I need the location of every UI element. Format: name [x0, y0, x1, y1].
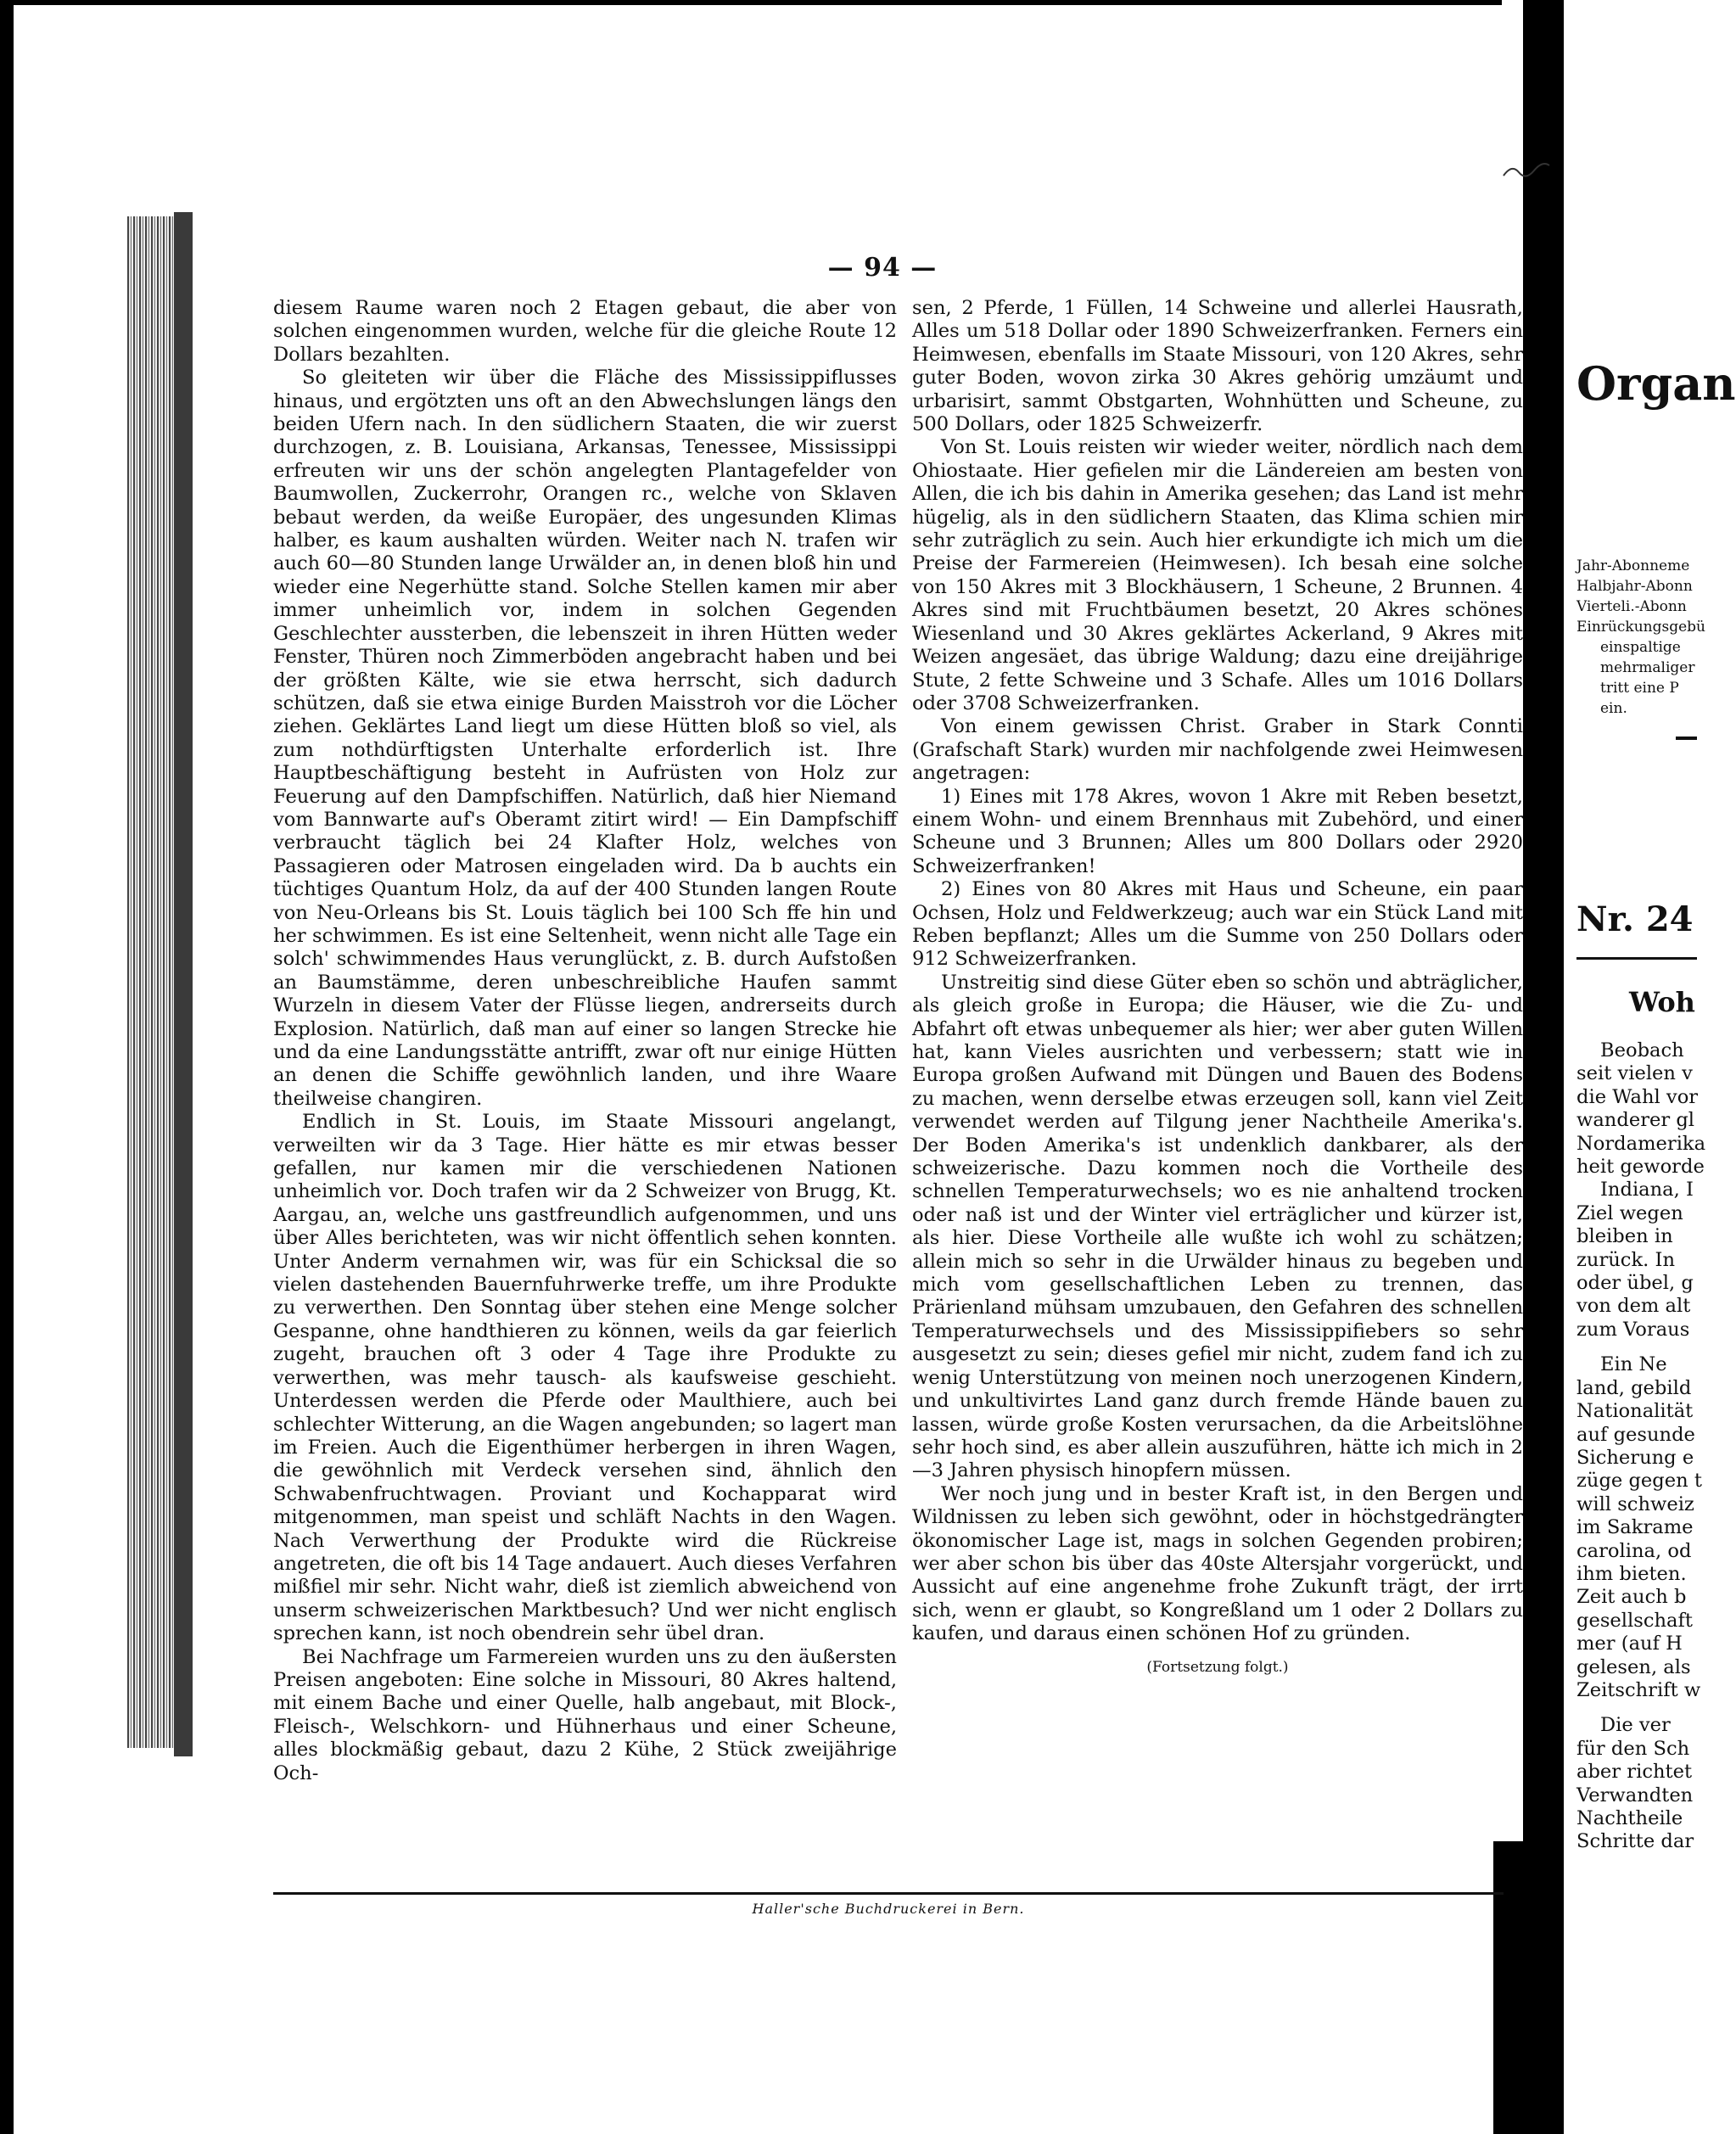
fragment-line: wanderer gl: [1576, 1109, 1695, 1132]
masthead-title: Organ: [1576, 356, 1736, 411]
ink-mark: [1502, 157, 1553, 182]
subscription-line: einspaltige: [1600, 639, 1681, 656]
fragment-line: auf gesunde: [1576, 1423, 1695, 1446]
paragraph: 1) Eines mit 178 Akres, wovon 1 Akre mit Reben besetzt, einem Wohn- und einem Brennhaus mit Zubehörd, und einer Scheune und 3 Brunnen; Alles um 800 Dollars oder 2920 Schweizerfranken!: [912, 785, 1523, 877]
right-margin-band: [1493, 1841, 1527, 2134]
section-title: Woh: [1629, 986, 1695, 1018]
fragment-line: von dem alt: [1576, 1295, 1691, 1318]
paragraph: 2) Eines von 80 Akres mit Haus und Scheune, ein paar Ochsen, Holz und Feldwerkzeug; auch war ein Stück Land mit Reben bepflanzt; Alles um die Summe von 250 Dollars oder 912 Schweizerfranken.: [912, 878, 1523, 971]
printer-imprint: Haller'sche Buchdruckerei in Bern.: [752, 1901, 1025, 1917]
paragraph: Bei Nachfrage um Farmereien wurden uns zu den äußersten Preisen angeboten: Eine solche in Missouri, 80 Akres haltend, mit einem Bache und einer Quelle, halb angebaut, mit Block-, Fleisch-, Welschkorn- und Hühnerhaus und einer Scheune, alles blockmäßig gebaut, dazu 2 Kühe, 2 Stück zweijährige Och-: [273, 1645, 897, 1784]
footer-rule: [273, 1892, 1504, 1895]
paragraph: sen, 2 Pferde, 1 Füllen, 14 Schweine und allerlei Hausrath, Alles um 518 Dollar oder 1890 Schweizerfranken. Ferners ein Heimwesen, ebenfalls im Staate Missouri, von 120 Akres, sehr guter Boden, wovon zirka 30 Akres gehörig umzäumt und urbarisirt, sammt Obstgarten, Wohnhütten und Scheune, zu 500 Dollars, oder 1825 Schweizerfr.: [912, 297, 1523, 436]
fragment-line: bleiben in: [1576, 1225, 1673, 1248]
subscription-line: Halbjahr-Abonn: [1576, 578, 1693, 595]
fragment-line: mer (auf H: [1576, 1633, 1683, 1655]
fragment-line: Schritte dar: [1576, 1830, 1694, 1853]
subscription-line: mehrmaliger: [1600, 659, 1695, 676]
subscription-line: Vierteli.-Abonn: [1576, 598, 1687, 615]
paragraph: Wer noch jung und in bester Kraft ist, in den Bergen und Wildnissen zu leben sich gewöhnt, oder in höchstgedrängter ökonomischer Lage ist, mags in solchen Gegenden probiren; wer aber schon bis über das 40ste Altersjahr vorgerückt, und Aussicht auf eine angenehme frohe Zukunft trägt, der irrt sich, wenn er glaubt, so Kongreßland um 1 oder 2 Dollars zu kaufen, und daraus einen schönen Hof zu gründen.: [912, 1482, 1523, 1645]
fragment-line: Zeit auch b: [1576, 1586, 1687, 1609]
paragraph: diesem Raume waren noch 2 Etagen gebaut, die aber von solchen eingenommen wurden, welche für die gleiche Route 12 Dollars bezahlten.: [273, 297, 897, 366]
subscription-line: Jahr-Abonneme: [1576, 557, 1690, 574]
fragment-line: seit vielen v: [1576, 1062, 1693, 1085]
fragment-line: will schweiz: [1576, 1493, 1694, 1515]
fragment-line: für den Sch: [1576, 1737, 1690, 1760]
right-page-fragments: [1576, 1039, 1706, 1854]
fragment-line: aber richtet: [1576, 1761, 1693, 1784]
fragment-line: die Wahl vor: [1576, 1085, 1699, 1108]
fragment-line: gelesen, als: [1576, 1655, 1691, 1678]
fragment-line: Nachtheile: [1576, 1807, 1683, 1829]
fragment-line: Ziel wegen: [1576, 1201, 1683, 1224]
fragment-line: Ein Ne: [1600, 1353, 1667, 1376]
fragment-line: zum Voraus: [1576, 1318, 1690, 1341]
fragment-line: ihm bieten.: [1576, 1562, 1687, 1585]
paragraph: Unstreitig sind diese Güter eben so schön und abträglicher, als gleich große in Europa; die Häuser, wie die Zu- und Abfahrt oft etwas unbequemer als hier; wer aber guten Willen hat, kann Vieles ausrichten und verbessern; statt wie in Europa großen Aufwand mit Düngen und Bauen des Bodens zu machen, wenn derselbe etwas erzeugen soll, kann viel Zeit verwendet werden auf Tilgung jener Nachtheile Amerika's. Der Boden Amerika's ist undenklich dankbarer, als der schweizerische. Dazu kommen noch die Vortheile des schnellen Temperaturwechsels; wo es nie anhaltend trocken oder naß ist und der Winter viel erträglicher und kürzer ist, als hier. Diese Vortheile alle wußte ich wohl zu schätzen; allein mich so sehr in die Urwälder hinaus zu begeben und mich vom gesellschaftlichen Leben zu trennen, das Prärienland mühsam umzubauen, den Gefahren des schnellen Temperaturwechsels und des Mississippifiebers so sehr ausgesetzt zu sein; dieses gefiel mir nicht, zudem fand ich zu wenig Unterstützung von meinen noch unerzogenen Kindern, und unkultivirtes Land ganz durch fremde Hände bauen zu lassen, würde große Kosten verursachen, da die Arbeitslöhne sehr hoch sind, es aber allein auszuführen, hätte ich mich in 2—3 Jahren physisch hinopfern müssen.: [912, 971, 1523, 1482]
subscription-line: Einrückungsgebü: [1576, 619, 1705, 636]
left-column: [273, 297, 897, 1785]
subscription-line: ein.: [1600, 700, 1627, 717]
fragment-line: carolina, od: [1576, 1539, 1692, 1562]
top-scan-border: [0, 0, 1502, 5]
fragment-line: im Sakrame: [1576, 1516, 1694, 1539]
fragment-line: Zeitschrift w: [1576, 1678, 1701, 1701]
continuation-note: (Fortsetzung folgt.): [1146, 1658, 1289, 1676]
fragment-line: gesellschaft: [1576, 1609, 1693, 1632]
fragment-line: oder übel, g: [1576, 1272, 1694, 1295]
fragment-line: Sicherung e: [1576, 1446, 1694, 1469]
subscription-info: [1576, 556, 1705, 719]
subscription-line: tritt eine P: [1600, 680, 1679, 697]
issue-number: Nr. 24: [1576, 899, 1694, 939]
paragraph: So gleiteten wir über die Fläche des Mississippiflusses hinaus, und ergötzten uns oft an den Abwechslungen längs den beiden Ufern nach. In den südlichern Staaten, die wir zuerst durchzogen, z. B. Louisiana, Arkansas, Tenessee, Mississippi erfreuten wir uns der schön angelegten Plantagefelder von Baumwollen, Zuckerrohr, Orangen rc., welche von Sklaven bebaut werden, da weiße Europäer, des ungesunden Klimas halber, es kaum aushalten würden. Weiter nach N. trafen wir auch 60—80 Stunden lange Urwälder an, in denen bloß hin und wieder eine Negerhütte stand. Solche Stellen kamen mir aber immer unheimlich vor, indem in solchen Gegenden Geschlechter aussterben, die lebenszeit in ihren Hütten weder Fenster, Thüren noch Zimmerböden angebracht haben und bei der größten Kälte, wie sie etwa herrscht, sich dadurch schützen, daß sie etwa einige Burden Maisstroh vor die Löcher ziehen. Geklärtes Land liegt um diese Hütten bloß so viel, als zum nothdürftigsten Unterhalte erforderlich ist. Ihre Hauptbeschäftigung besteht in Aufrüsten von Holz zur Feuerung auf den Dampfschiffen. Natürlich, daß hier Niemand vom Bannwarte auf's Oberamt zitirt wird! — Ein Dampfschiff verbraucht täglich bei 24 Klafter Holz, welches von Passagieren oder Matrosen eingeladen wird. Da b auchts ein tüchtiges Quantum Holz, da auf der 400 Stunden langen Route von Neu-Orleans bis St. Louis täglich bei 100 Sch ffe hin und her schwimmen. Es ist eine Seltenheit, wenn nicht alle Tage ein solch' schwimmendes Haus verunglückt, z. B. durch Aufstoßen an Baumstämme, deren unbeschreibliche Haufen sammt Wurzeln in diesem Vater der Flüsse liegen, andrerseits durch Explosion. Natürlich, daß man auf einer so langen Strecke hie und da eine Landungsstätte antrifft, zwar oft nur einige Hütten an denen die Schiffe gewöhnlich landen, und ihre Waare theilweise changiren.: [273, 367, 897, 1110]
top-left-scan-border: [0, 0, 14, 2134]
fragment-line: Nationalität: [1576, 1400, 1694, 1423]
fragment-line: land, gebild: [1576, 1376, 1692, 1399]
right-page-divider: [1523, 0, 1564, 2134]
issue-rule: [1576, 957, 1697, 960]
fragment-line: zurück. In: [1576, 1248, 1675, 1271]
page-number: — 94 —: [827, 253, 938, 283]
paragraph: Von St. Louis reisten wir wieder weiter, nördlich nach dem Ohiostaate. Hier gefielen mir die Ländereien am besten von Allen, die ich bis dahin in Amerika gesehen; das Land ist mehr hügelig, als in den südlichern Staaten, das Klima schien mir sehr zuträglich zu sein. Auch hier erkundigte ich mich um die Preise der Farmereien (Heimwesen). Ich besah eine solche von 150 Akres mit 3 Blockhäusern, 1 Scheune, 2 Brunnen. 4 Akres sind mit Fruchtbäumen besetzt, 20 Akres schönes Wiesenland und 30 Akres geklärtes Ackerland, 9 Akres mit Weizen angesäet, das übrige Waldung; dazu eine dreijährige Stute, 2 fette Schweine und 3 Schafe. Alles um 1016 Dollars oder 3708 Schweizerfranken.: [912, 436, 1523, 714]
fragment-line: Verwandten: [1576, 1784, 1694, 1806]
paragraph: Von einem gewissen Christ. Graber in Stark Connti (Grafschaft Stark) wurden mir nachfolgende zwei Heimwesen angetragen:: [912, 715, 1523, 785]
fragment-line: Indiana, I: [1600, 1179, 1694, 1201]
fragment-line: Beobach: [1600, 1039, 1684, 1061]
fragment-line: Nordamerika: [1576, 1132, 1706, 1155]
fragment-line: Die ver: [1600, 1714, 1671, 1737]
separator-dash: [1676, 737, 1697, 740]
fragment-line: züge gegen t: [1576, 1470, 1702, 1493]
fragment-line: heit geworde: [1576, 1156, 1705, 1179]
middle-column: [912, 297, 1523, 1679]
binding-shadow: [174, 212, 193, 1756]
paragraph: Endlich in St. Louis, im Staate Missouri angelangt, verweilten wir da 3 Tage. Hier hätte es mir etwas besser gefallen, nur kamen mir die verschiedenen Nationen unheimlich vor. Doch trafen wir da 2 Schweizer von Brugg, Kt. Aargau, an, welche uns gastfreundlich aufgenommen, und uns über Alles berichteten, was wir nicht öffentlich sehen konnten. Unter Anderm vernahmen wir, was für ein Schicksal die so vielen dastehenden Bauernfuhrwerke treffe, um ihre Produkte zu verwerthen. Den Sonntag über stehen eine Menge solcher Gespanne, ohne handthieren zu können, weils da gar feierlich zugeht, brauchen oft 3 oder 4 Tage ihre Produkte zu verwerthen, was mehr tausch- als kaufsweise geschieht. Unterdessen werden die Pferde oder Maulthiere, auch bei schlechter Witterung, an die Wagen angebunden; so lagert man im Freien. Auch die Eigenthümer herbergen in ihren Wagen, die gewöhnlich mit Verdeck versehen sind, ähnlich den Schwabenfruchtwagen. Proviant und Kochapparat wird mitgenommen, man speist und schläft Nachts in den Wagen. Nach Verwerthung der Produkte wird die Rückreise angetreten, die oft bis 14 Tage andauert. Auch dieses Verfahren mißfiel mir sehr. Nicht wahr, dieß ist ziemlich abweichend von unserm schweizerischen Marktbesuch? Und wer nicht englisch sprechen kann, ist noch obendrein sehr übel dran.: [273, 1111, 897, 1645]
